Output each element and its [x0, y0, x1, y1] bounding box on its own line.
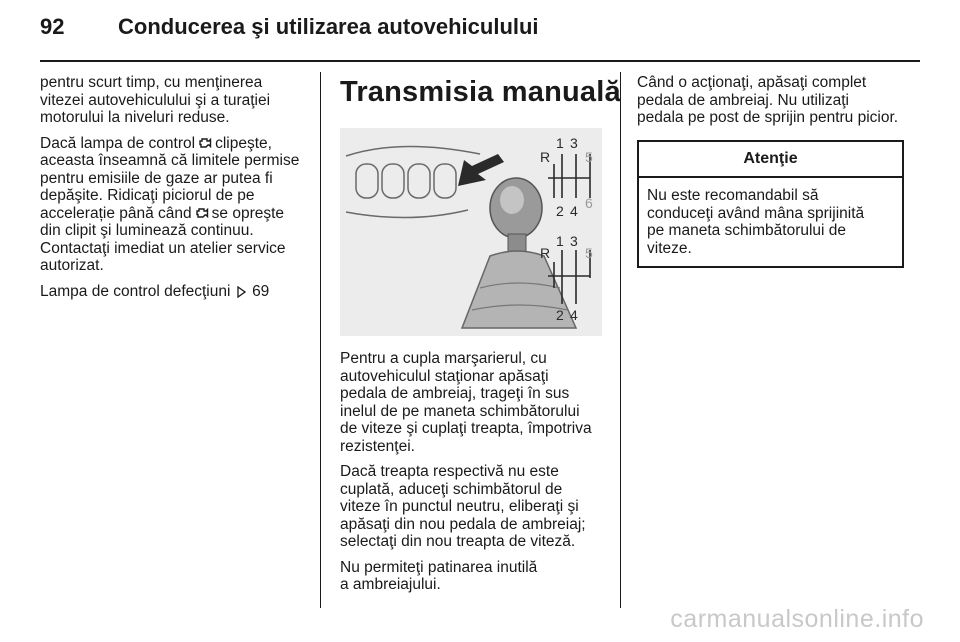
page-number: 92 — [40, 14, 65, 39]
gearshift-drawing — [340, 128, 602, 336]
gate-top-6: 6 — [585, 195, 593, 211]
left-paragraph-3 — [40, 283, 308, 301]
malfunction-lamp-text: Lampa de control defecţiuni — [40, 282, 231, 300]
gate-top-3: 3 — [570, 135, 578, 151]
left-paragraph-2-end: se opreşte din clipit şi luminează continuu. Contactaţi imediat un atelier service autorizat. — [40, 204, 286, 274]
gate-bottom-4: 4 — [570, 307, 578, 323]
gate-top-1: 1 — [556, 135, 564, 151]
gate-top-5: 5 — [585, 149, 593, 165]
gate-bottom-5: 5 — [585, 245, 593, 261]
header-divider — [40, 60, 920, 62]
gate-top-4: 4 — [570, 203, 578, 219]
left-paragraph-2-start: Dacă lampa de control — [40, 134, 196, 152]
engine-lamp-icon-2 — [194, 206, 210, 220]
gate-bottom-r: R — [540, 245, 551, 261]
chapter-title: Conducerea şi utilizarea autovehiculului — [118, 14, 539, 39]
left-paragraph-1: pentru scurt timp, cu menţinerea vitezei autovehiculului şi a turaţiei motorului la niveluri reduse. — [40, 74, 271, 126]
right-column — [637, 74, 907, 135]
warning-box — [637, 140, 904, 268]
section-title: Transmisia manuală — [340, 76, 621, 108]
middle-paragraph-1: Pentru a cupla marşarierul, cu autovehiculul staţionar apăsaţi pedala de ambreiaj, trageţi în sus inelul de pe maneta schimbătorului de viteze şi cuplaţi treapta, împotriva rezistenţei. — [340, 350, 592, 455]
left-paragraph-2 — [40, 135, 308, 275]
right-paragraph-1: Când o acţionaţi, apăsaţi complet pedala de ambreiaj. Nu utilizaţi pedala pe post de sprijin pentru picior. — [637, 74, 899, 126]
page-reference-number[interactable]: 69 — [252, 282, 270, 300]
page-header — [40, 14, 920, 54]
middle-paragraph-3: Nu permiteţi patinarea inutilă a ambreiajului. — [340, 558, 538, 593]
column-divider-left — [320, 72, 321, 608]
warning-text: Nu este recomandabil să conduceţi având mâna sprijinită pe maneta schimbătorului de viteze. — [647, 187, 865, 257]
gearshift-illustration — [340, 128, 602, 336]
gate-bottom-1: 1 — [556, 233, 564, 249]
left-column — [40, 74, 308, 308]
engine-lamp-icon — [197, 136, 213, 150]
gate-top-r: R — [540, 149, 551, 165]
gate-bottom-3: 3 — [570, 233, 578, 249]
column-divider-right — [620, 72, 621, 608]
watermark: carmanualsonline.info — [670, 605, 924, 633]
warning-title: Atenţie — [639, 142, 902, 178]
page-reference-icon — [237, 286, 246, 298]
gate-top-2: 2 — [556, 203, 564, 219]
middle-column — [340, 350, 610, 602]
middle-paragraph-2: Dacă treapta respectivă nu este cuplată, aduceţi schimbătorul de viteze în punctul neutru, eliberaţi şi apăsaţi din nou pedala de ambreiaj; selectaţi din nou treapta de viteză. — [340, 463, 586, 550]
left-paragraph-2-middle: clipeşte, aceasta înseamnă că limitele permise pentru emisiile de gaze ar putea fi depăşite. Ridicaţi piciorul de pe accelerație până când — [40, 134, 300, 222]
gate-bottom-2: 2 — [556, 307, 564, 323]
